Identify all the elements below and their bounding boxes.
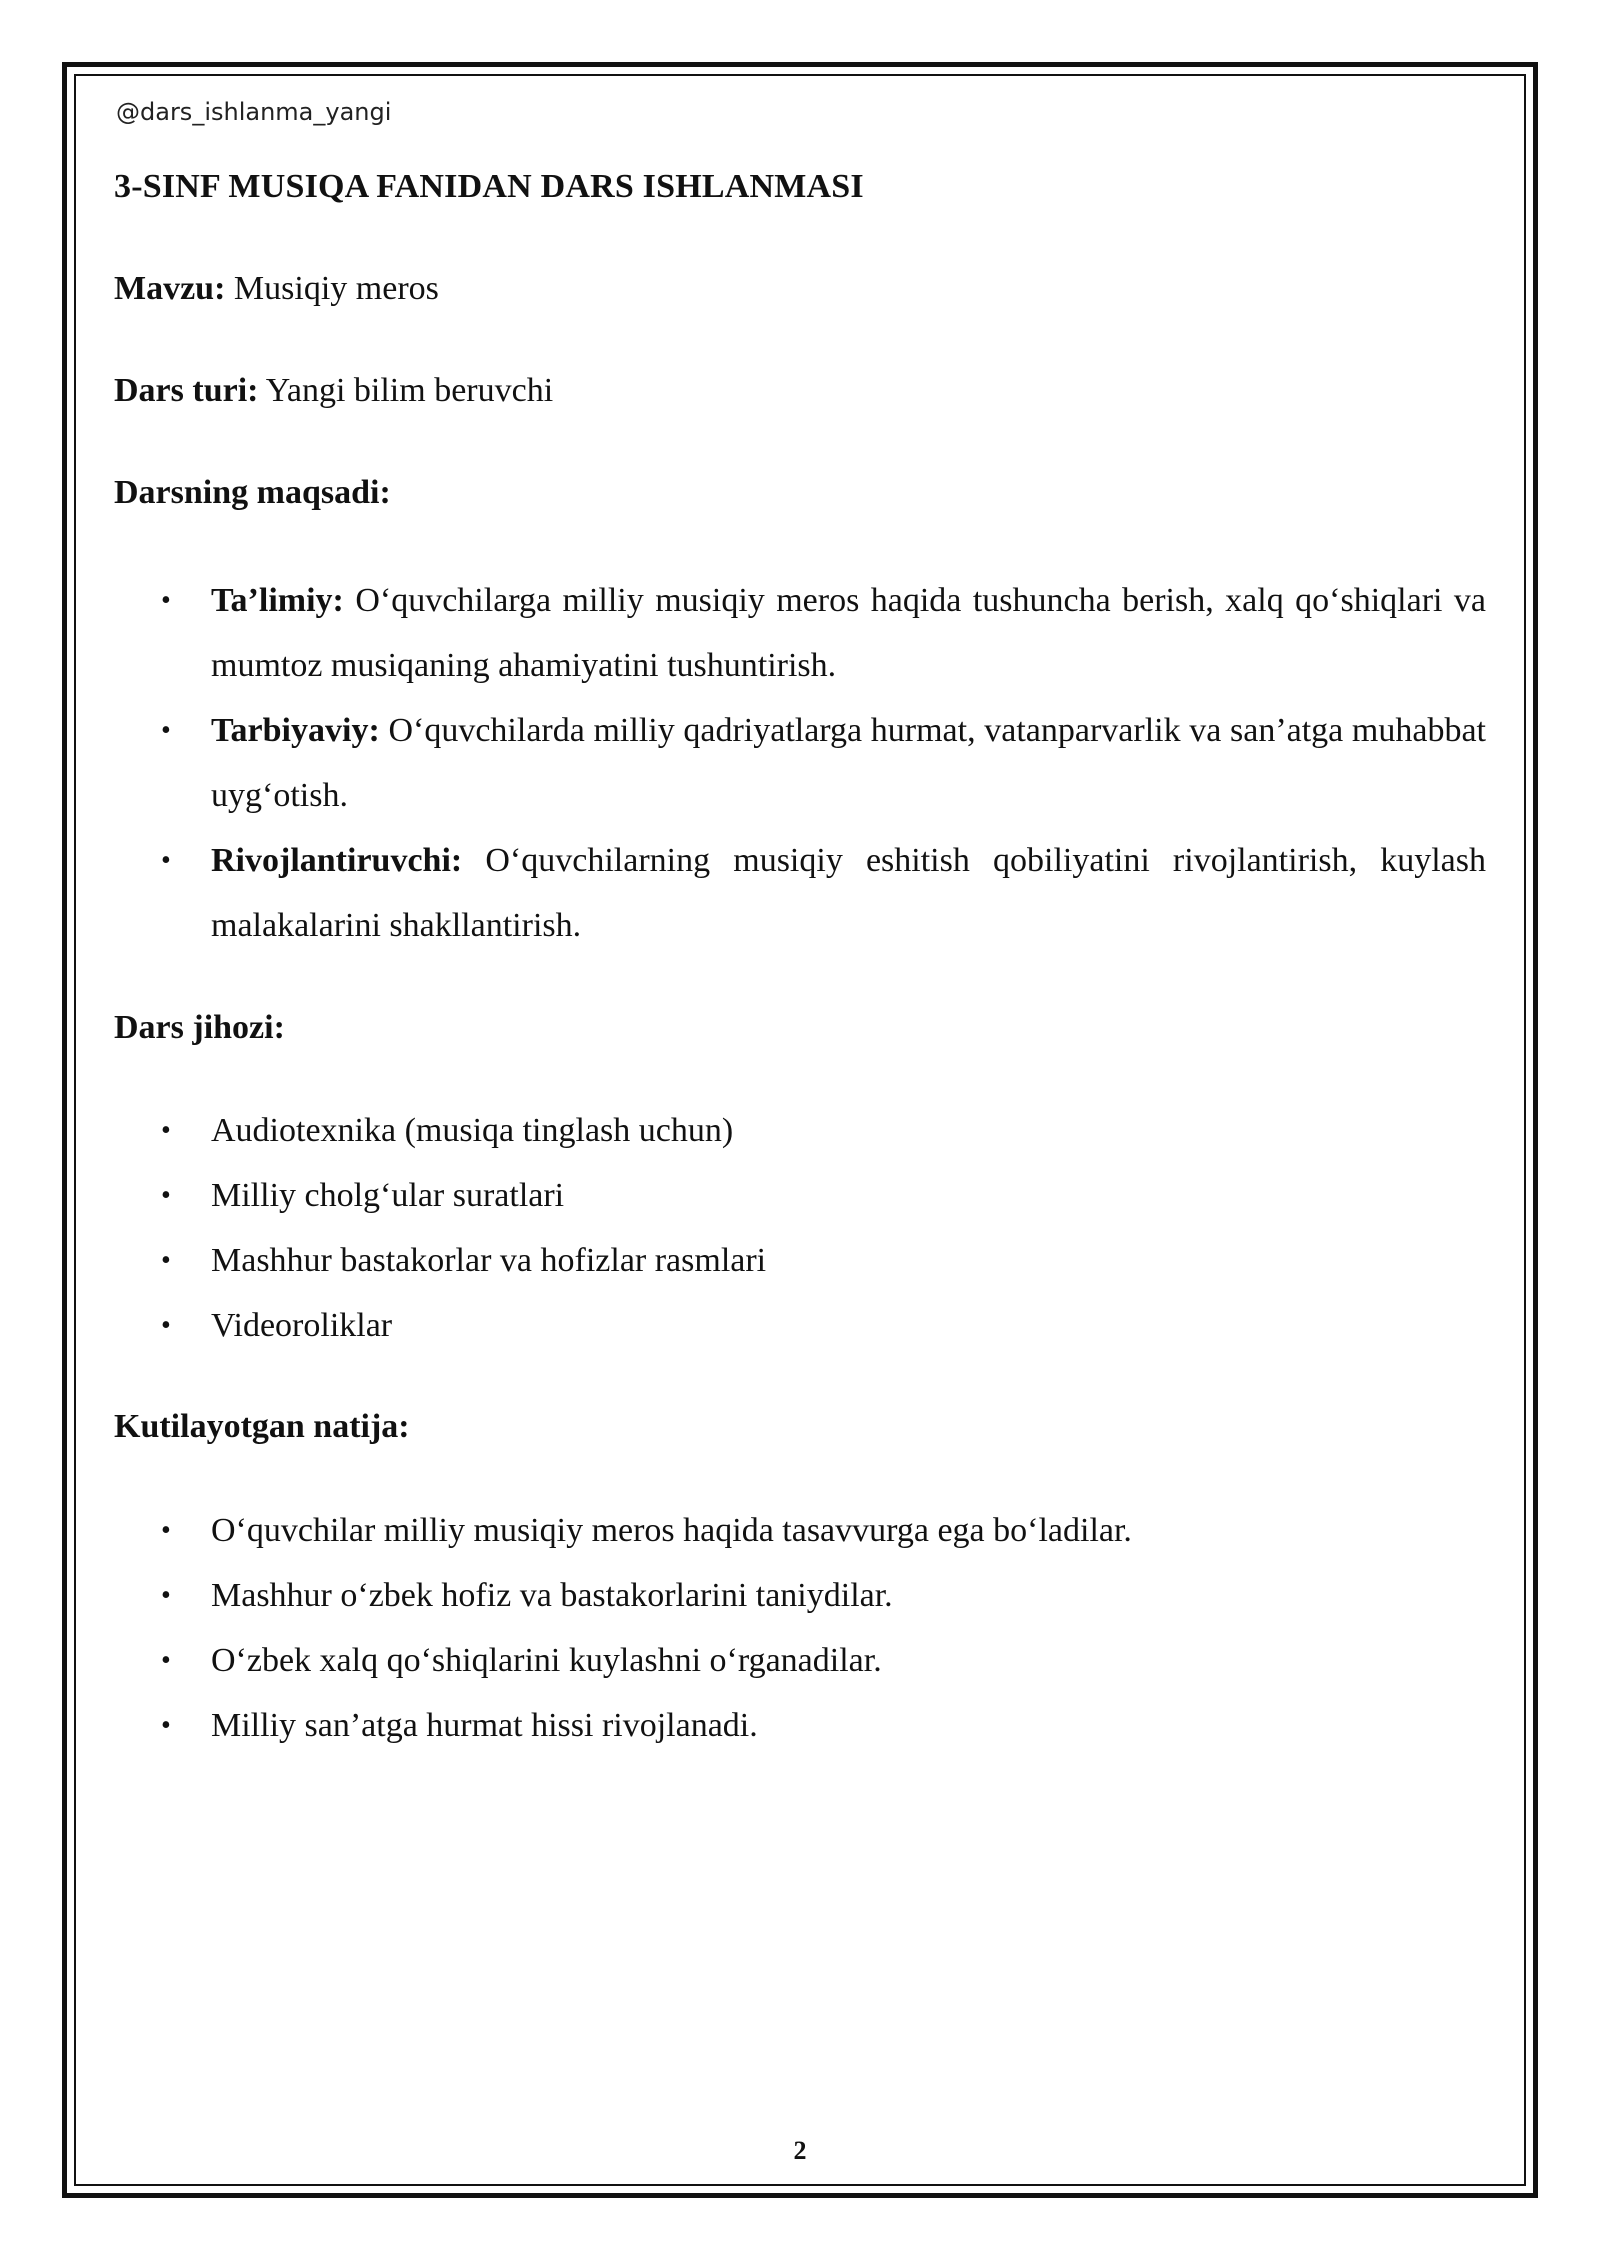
bullet-icon: • <box>161 585 171 616</box>
item-text: Videoroliklar <box>211 1307 393 1344</box>
dars-turi-line <box>114 372 553 410</box>
bullet-icon: • <box>161 1245 171 1276</box>
jihoz-heading: Dars jihozi: <box>114 1009 285 1046</box>
bullet-icon: • <box>161 715 171 746</box>
list-item <box>114 1293 1486 1358</box>
bullet-icon: • <box>161 1115 171 1146</box>
mavzu-value: Musiqiy meros <box>233 270 439 307</box>
bullet-icon: • <box>161 845 171 876</box>
list-item <box>114 568 1486 698</box>
list-item <box>114 1628 1486 1693</box>
list-item <box>114 1163 1486 1228</box>
item-text: Milliy san’atga hurmat hissi rivojlanadi. <box>211 1707 758 1744</box>
list-item <box>114 828 1486 958</box>
list-item <box>114 1228 1486 1293</box>
natija-list <box>114 1498 1486 1758</box>
list-item <box>114 698 1486 828</box>
mavzu-label: Mavzu: <box>114 270 226 307</box>
list-item <box>114 1693 1486 1758</box>
dars-turi-label: Dars turi: <box>114 372 259 409</box>
natija-heading: Kutilayotgan natija: <box>114 1408 410 1445</box>
bullet-icon: • <box>161 1180 171 1211</box>
dars-turi-value: Yangi bilim beruvchi <box>265 372 554 409</box>
list-item <box>114 1563 1486 1628</box>
item-label: Ta’limiy: <box>211 582 344 619</box>
channel-tag: @dars_ishlanma_yangi <box>116 98 392 126</box>
item-text: Audiotexnika (musiqa tinglash uchun) <box>211 1112 734 1149</box>
list-item <box>114 1498 1486 1563</box>
page-number: 2 <box>793 2136 807 2165</box>
bullet-icon: • <box>161 1710 171 1741</box>
bullet-icon: • <box>161 1645 171 1676</box>
item-text: O‘quvchilarning musiqiy eshitish qobiliyatini rivojlantirish, kuylash malakalarini shakllantirish. <box>211 842 1486 944</box>
bullet-icon: • <box>161 1580 171 1611</box>
item-label: Tarbiyaviy: <box>211 712 380 749</box>
item-text: O‘quvchilarda milliy qadriyatlarga hurmat, vatanparvarlik va san’atga muhabbat uyg‘otish. <box>211 712 1487 814</box>
document-title: 3-SINF MUSIQA FANIDAN DARS ISHLANMASI <box>114 168 864 205</box>
list-item <box>114 1098 1486 1163</box>
bullet-icon: • <box>161 1310 171 1341</box>
item-text: Mashhur o‘zbek hofiz va bastakorlarini taniydilar. <box>211 1577 893 1614</box>
mavzu-line <box>114 270 439 308</box>
item-text: O‘zbek xalq qo‘shiqlarini kuylashni o‘rganadilar. <box>211 1642 882 1679</box>
item-text: Milliy cholg‘ular suratlari <box>211 1177 565 1214</box>
item-text: Mashhur bastakorlar va hofizlar rasmlari <box>211 1242 767 1279</box>
jihoz-list <box>114 1098 1486 1358</box>
item-label: Rivojlantiruvchi: <box>211 842 463 879</box>
maqsad-heading: Darsning maqsadi: <box>114 474 391 511</box>
item-text: O‘quvchilar milliy musiqiy meros haqida tasavvurga ega bo‘ladilar. <box>211 1512 1132 1549</box>
bullet-icon: • <box>161 1515 171 1546</box>
maqsad-list <box>114 568 1486 958</box>
item-text: O‘quvchilarga milliy musiqiy meros haqida tushuncha berish, xalq qo‘shiqlari va mumtoz musiqaning ahamiyatini tushuntirish. <box>211 582 1487 684</box>
